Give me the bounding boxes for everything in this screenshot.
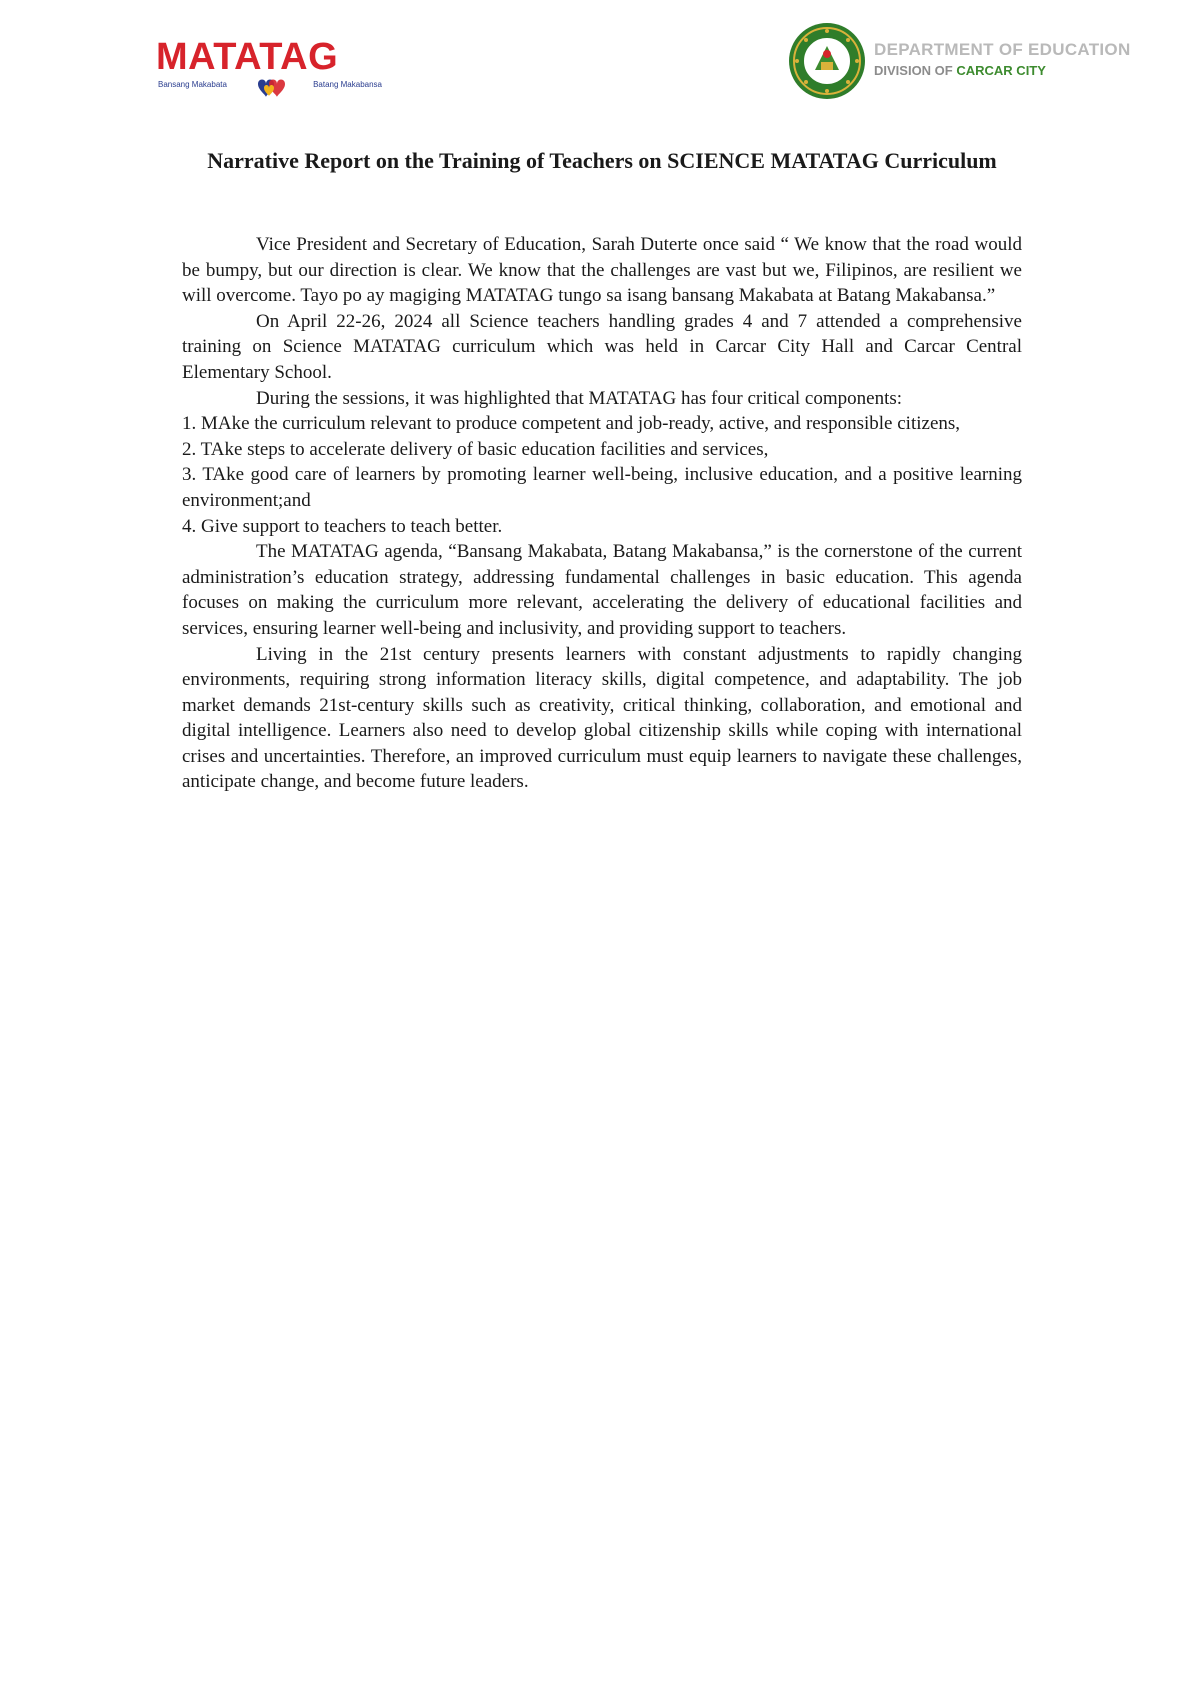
matatag-wordmark: MATATAG <box>156 36 339 78</box>
list-item: 4. Give support to teachers to teach better. <box>182 515 503 537</box>
deped-name: DEPARTMENT OF EDUCATION <box>874 40 1131 59</box>
deped-division-logo <box>788 22 1131 102</box>
paragraph-training-details: On April 22-26, 2024 all Science teachers handling grades 4 and 7 attended a comprehensive training on Science MATATAG curriculum which was held in Carcar City Hall and Carcar Central Elementary School. <box>182 310 1022 383</box>
deped-text <box>874 40 1131 78</box>
division-prefix: DIVISION OF <box>874 62 953 78</box>
paragraph-components-intro: During the sessions, it was highlighted that MATATAG has four critical components: <box>256 387 903 409</box>
list-item: 2. TAke steps to accelerate delivery of basic education facilities and services, <box>182 438 769 460</box>
paragraph-quote: Vice President and Secretary of Education, Sarah Duterte once said “ We know that the road would be bumpy, but our direction is clear. We know that the challenges are vast but we, Filipinos, are resilient we will overcome. Tayo po ay magiging MATATAG tungo sa isang bansang Makabata at Batang Makabansa.” <box>182 234 1022 307</box>
tagline-left: Bansang Makabata <box>158 80 227 89</box>
hearts-icon <box>252 74 292 100</box>
letterhead <box>0 0 1200 120</box>
report-title: Narrative Report on the Training of Teachers on SCIENCE MATATAG Curriculum <box>207 148 997 173</box>
paragraph-agenda: The MATATAG agenda, “Bansang Makabata, Batang Makabansa,” is the cornerstone of the current administration’s education strategy, addressing fundamental challenges in basic education. This agenda focuses on making the curriculum more relevant, accelerating the delivery of educational facilities and services, ensuring learner well-being and inclusivity, and providing support to teachers. <box>182 541 1022 639</box>
division-line <box>874 64 1131 79</box>
tagline-right: Batang Makabansa <box>313 80 382 89</box>
list-item: 1. MAke the curriculum relevant to produce competent and job-ready, active, and responsible citizens, <box>182 413 961 435</box>
matatag-tagline <box>158 76 382 96</box>
paragraph-21st-century: Living in the 21st century presents learners with constant adjustments to rapidly changing environments, requiring strong information literacy skills, digital competence, and adaptability. The job market demands 21st-century skills such as creativity, critical thinking, collaboration, and emotional and digital intelligence. Learners also need to develop global citizenship skills while coping with international crises and uncertainties. Therefore, an improved curriculum must equip learners to navigate these challenges, anticipate change, and become future leaders. <box>182 643 1022 793</box>
report-body <box>182 232 1022 795</box>
division-seal-icon <box>788 22 866 100</box>
list-item: 3. TAke good care of learners by promoting learner well-being, inclusive education, and a positive learning environment;and <box>182 464 1022 511</box>
matatag-logo <box>156 38 386 104</box>
division-city: CARCAR CITY <box>956 62 1046 78</box>
